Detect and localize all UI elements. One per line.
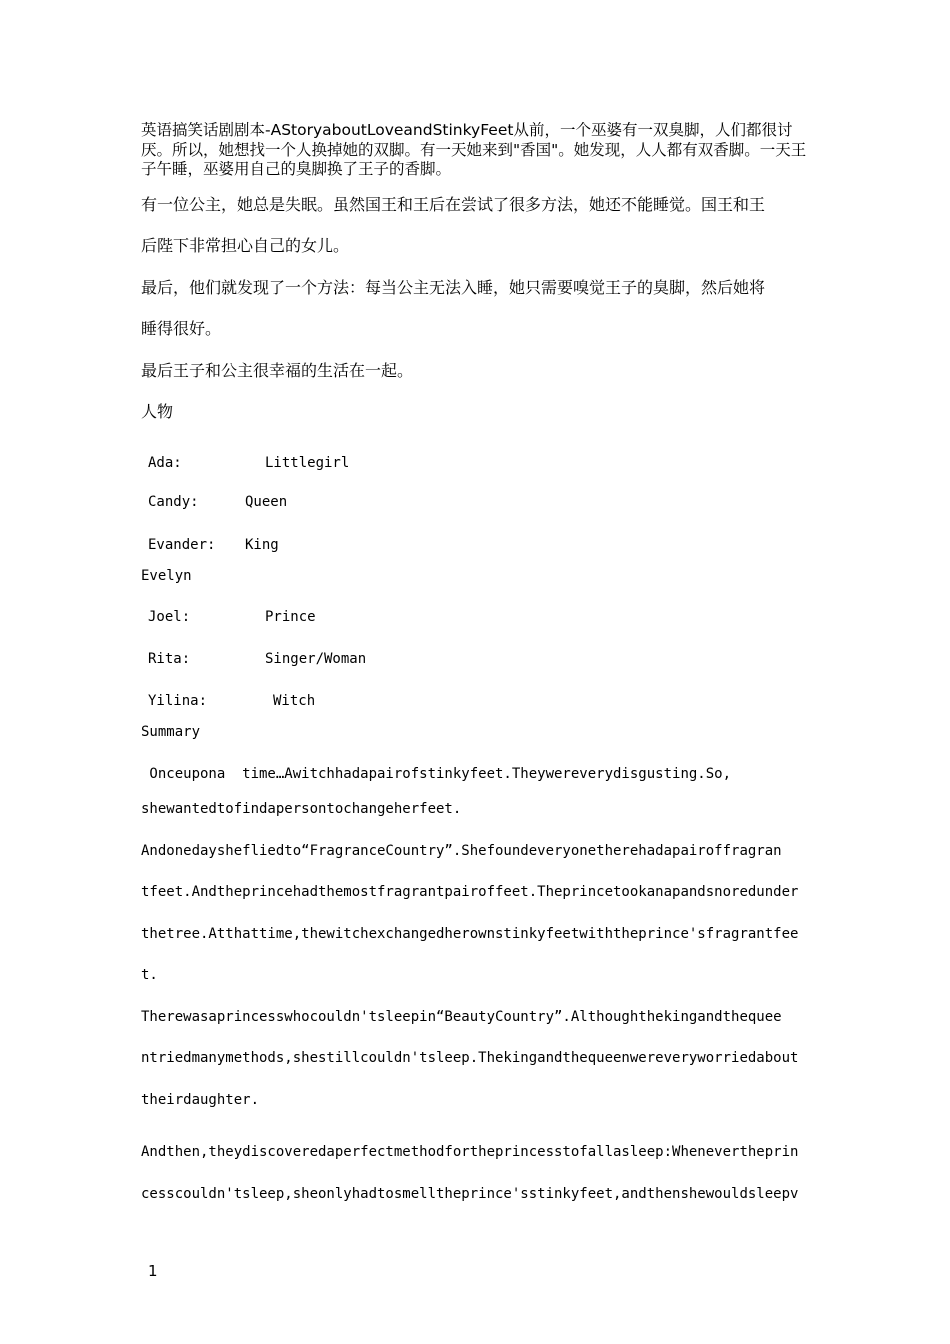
summary-line: Andonedayshefliedto“FragranceCountry”.Shefoundeveryonetherehadapairoffragran bbox=[141, 843, 782, 859]
character-name: Ada: bbox=[148, 455, 182, 471]
summary-line: Therewasaprincesswhocouldn'tsleepin“BeautyCountry”.Althoughthekingandthequee bbox=[141, 1009, 782, 1025]
character-name: Candy: bbox=[148, 494, 199, 510]
page-number: 1 bbox=[148, 1262, 158, 1280]
character-role: Littlegirl bbox=[265, 455, 350, 471]
summary-line: cesscouldn'tsleep,sheonlyhadtosmelltheprince'sstinkyfeet,andthenshewouldsleepv bbox=[141, 1186, 799, 1202]
summary-line: Onceupona time…Awitchhadapairofstinkyfeet.Theywereverydisgusting.So, bbox=[141, 766, 732, 782]
summary-line: theirdaughter. bbox=[141, 1092, 260, 1108]
character-name: Evelyn bbox=[141, 568, 192, 584]
summary-line: t. bbox=[141, 967, 158, 983]
character-role: Witch bbox=[273, 693, 316, 709]
summary-line: thetree.Atthattime,thewitchexchangedherownstinkyfeetwiththeprince'sfragrantfee bbox=[141, 926, 799, 942]
character-role: Prince bbox=[265, 609, 316, 625]
characters-heading: 人物 bbox=[141, 402, 174, 421]
character-name: Yilina: bbox=[148, 693, 208, 709]
chinese-line: 最后，他们就发现了一个方法：每当公主无法入睡，她只需要嗅觉王子的臭脚，然后她将 bbox=[141, 278, 766, 297]
summary-line: Andthen,theydiscoveredaperfectmethodfortheprincesstofallasleep:Whenevertheprin bbox=[141, 1144, 799, 1160]
chinese-line: 睡得很好。 bbox=[141, 319, 222, 338]
character-name: Joel: bbox=[148, 609, 191, 625]
summary-line: shewantedtofindapersontochangeherfeet. bbox=[141, 801, 462, 817]
character-role: Queen bbox=[245, 494, 288, 510]
chinese-line: 最后王子和公主很幸福的生活在一起。 bbox=[141, 361, 414, 380]
character-name: Evander: bbox=[148, 537, 216, 553]
summary-heading: Summary bbox=[141, 724, 201, 740]
summary-line: ntriedmanymethods,shestillcouldn'tsleep.Thekingandthequeenwereveryworriedabout bbox=[141, 1050, 799, 1066]
character-name: Rita: bbox=[148, 651, 191, 667]
intro-paragraph: 英语搞笑话剧剧本-AStoryaboutLoveandStinkyFeet从前，一个巫婆有一双臭脚，人们都很讨厌。所以，她想找一个人换掉她的双脚。有一天她来到"香国"。她发现，人人都有双香脚。一天王子午睡，巫婆用自己的臭脚换了王子的香脚。 bbox=[141, 121, 807, 178]
summary-line: tfeet.Andtheprincehadthemostfragrantpairoffeet.Theprincetookanapandsnoredunder bbox=[141, 884, 799, 900]
character-role: King bbox=[245, 537, 279, 553]
chinese-line: 后陛下非常担心自己的女儿。 bbox=[141, 236, 350, 255]
character-role: Singer/Woman bbox=[265, 651, 367, 667]
chinese-line: 有一位公主，她总是失眠。虽然国王和王后在尝试了很多方法，她还不能睡觉。国王和王 bbox=[141, 195, 766, 214]
